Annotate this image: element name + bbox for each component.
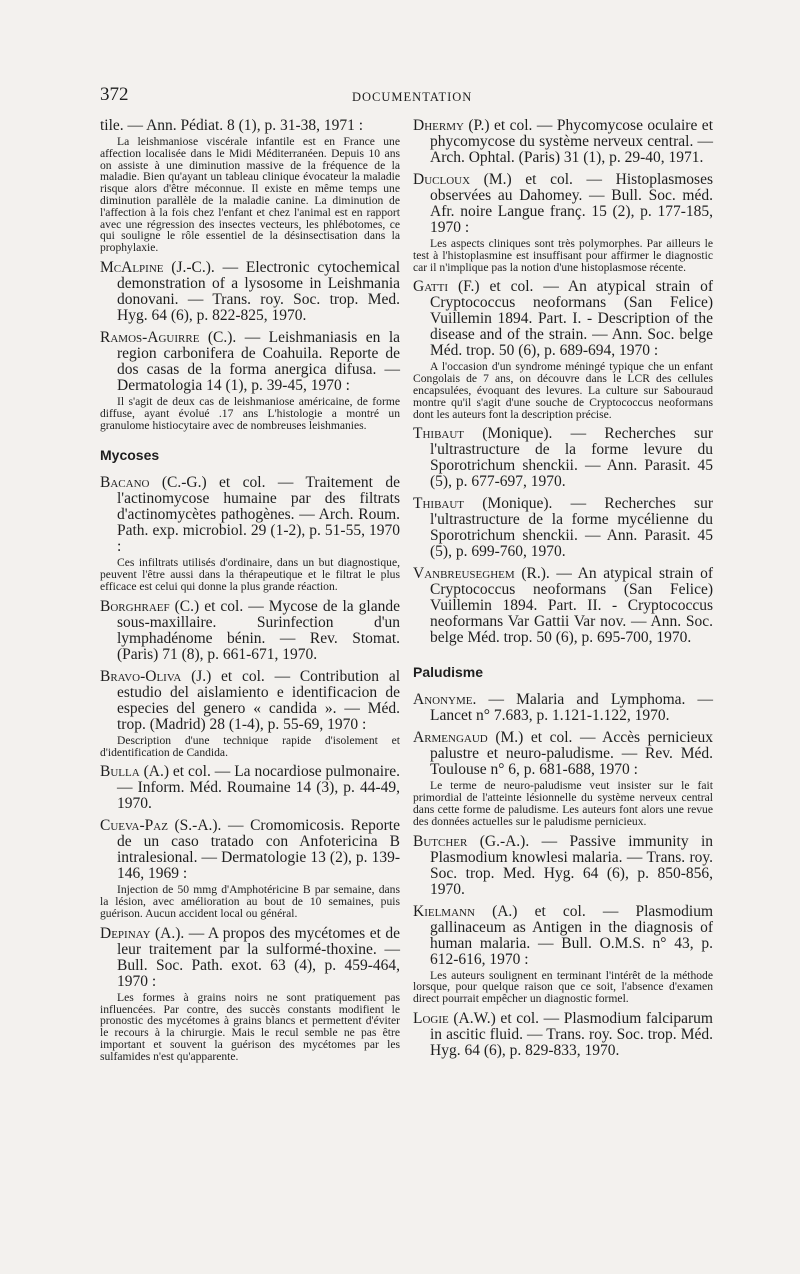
citation-text: (C.-G.) et col. — Traitement de l'actinomycose humaine par des filtrats d'actinomycètes pathogènes. — Arch. Roum. Path. exp. microbiol. 29 (1-2), p. 51-55, 1970 :: [117, 474, 400, 556]
citation-text: (J.-C.). — Electronic cytochemical demonstration of a lysosome in Leishmania donovani. — Trans. roy. Soc. trop. Med. Hyg. 64 (6), p. 822-825, 1970.: [117, 258, 401, 324]
author-name: Ramos-Aguirre: [100, 328, 200, 346]
bibliography-entry: [413, 692, 713, 724]
citation-text: — Malaria and Lymphoma. — Lancet n° 7.683, p. 1.121-1.122, 1970.: [430, 691, 714, 725]
bibliography-entry: [413, 496, 713, 560]
citation: [413, 172, 713, 236]
bibliography-entry: [413, 904, 713, 1005]
bibliography-entry: [413, 426, 713, 490]
author-name: Thibaut: [413, 425, 465, 443]
citation: [100, 118, 400, 134]
abstract: Injection de 50 mmg d'Amphotéricine B par semaine, dans la lésion, avec amélioration au bout de 10 semaines, puis guérison. Aucun accident local ou général.: [100, 883, 400, 920]
citation: [413, 566, 713, 646]
author-name: Dhermy: [413, 117, 464, 134]
author-name: Vanbreuseghem: [413, 565, 515, 583]
author-name: Kielmann: [413, 902, 475, 920]
bibliography-entry: [413, 1011, 713, 1059]
abstract: Description d'une technique rapide d'isolement et d'identification de Candida.: [100, 733, 400, 759]
author-name: Bacano: [100, 474, 150, 492]
abstract: Ces infiltrats utilisés d'ordinaire, dans un but diagnostique, peuvent l'être aussi dans la thérapeutique et le filtrat le plus efficace est celui qui donne la plus grande réaction.: [100, 556, 400, 593]
bibliography-entry: [413, 834, 713, 898]
citation-text: (C.). — Leishmaniasis en la region carbonifera de Coahuila. Reporte de dos casas de la forma anergica difusa. — Dermatologia 14 (1), p. 39-45, 1970 :: [117, 328, 401, 394]
author-name: Cueva-Paz: [100, 817, 168, 835]
citation: [413, 279, 713, 359]
citation: [100, 669, 400, 733]
citation: [413, 730, 713, 778]
citation: [413, 426, 713, 490]
running-title: DOCUMENTATION: [352, 90, 473, 104]
citation: [100, 764, 400, 812]
citation: [100, 475, 400, 555]
author-name: Thibaut: [413, 495, 465, 513]
author-name: Butcher: [413, 832, 468, 850]
citation: [413, 834, 713, 898]
citation: [413, 904, 713, 968]
citation: [100, 818, 400, 882]
citation: [413, 1011, 713, 1059]
citation-text: (Monique). — Recherches sur l'ultrastructure de la forme mycélienne du Sporotrichum shenckii. — Ann. Parasit. 45 (5), p. 699-760, 1970.: [430, 495, 713, 561]
bibliography-entry: [100, 330, 400, 431]
author-name: Anonyme.: [413, 691, 477, 709]
citation: [413, 692, 713, 724]
abstract: Les auteurs soulignent en terminant l'intérêt de la méthode lorsque, pour quelque raison que ce soit, l'absence d'examen direct pourrait empêcher un diagnostic formel.: [413, 968, 713, 1006]
citation-text: tile. — Ann. Pédiat. 8 (1), p. 31-38, 1971 :: [100, 117, 364, 134]
citation-text: (J.) et col. — Contribution al estudio del aislamiento e identificacion de especies del genero « candida ». — Méd. trop. (Madrid) 28 (1-4), p. 55-69, 1970 :: [117, 667, 401, 733]
citation-text: (R.). — An atypical strain of Cryptococcus neoformans (San Felice) Vuillemin 1894. Part. II. - Cryptococcus neoformans Var Gattii Var nov. — Ann. Soc. belge Méd. trop. 50 (6), p. 695-700, 1970.: [430, 565, 713, 647]
citation-text: (C.) et col. — Mycose de la glande sous-maxillaire. Surinfection d'un lymphadénome bénin. — Rev. Stomat. (Paris) 71 (8), p. 661-671, 1970.: [117, 597, 400, 663]
abstract: Les aspects cliniques sont très polymorphes. Par ailleurs le test à l'histoplasmine est insuffisant pour affirmer le diagnostic car il n'implique pas la notion d'une histoplasmose récente.: [413, 237, 713, 274]
citation-text: (G.-A.). — Passive immunity in Plasmodium knowlesi malaria. — Trans. roy. Soc. trop. Med. Hyg. 64 (6), p. 850-856, 1970.: [430, 832, 714, 898]
right-column: [413, 118, 713, 1065]
citation-text: (M.) et col. — Accès pernicieux palustre et neuro-paludisme. — Rev. Méd. Toulouse n° 6, p. 681-688, 1970 :: [430, 729, 713, 779]
citation-text: (A.) et col. — La nocardiose pulmonaire. — Inform. Méd. Roumaine 14 (3), p. 44-49, 1970.: [117, 763, 401, 813]
author-name: Borghraef: [100, 597, 170, 615]
citation: [100, 926, 400, 990]
author-name: Depinay: [100, 924, 151, 942]
citation-text: (F.) et col. — An atypical strain of Cryptococcus neoformans (San Felice) Vuillemin 1894. Part. I. - Description of the disease and of the strain. — Ann. Soc. belge Méd. trop. 50 (6), p. 689-694, 1970 :: [430, 278, 714, 360]
citation-text: (A.W.) et col. — Plasmodium falciparum in ascitic fluid. — Trans. roy. Soc. trop. Méd. Hyg. 64 (6), p. 829-833, 1970.: [430, 1009, 713, 1059]
section-heading: Mycoses: [100, 447, 160, 464]
abstract: A l'occasion d'un syndrome méningé typique che un enfant Congolais de 7 ans, on découvre dans le LCR des cellules encapsulées, évoquant des levures. La culture sur Sabouraud montre qu'il s'agit d'une souche de Cryptococcus neoformans dont les auteurs font la description précise.: [413, 360, 713, 421]
citation: [100, 599, 400, 663]
citation-text: (Monique). — Recherches sur l'ultrastructure de la forme levure du Sporotrichum shenckii. — Ann. Parasit. 45 (5), p. 677-697, 1970.: [430, 425, 713, 491]
author-name: Logie: [413, 1009, 449, 1027]
bibliography-entry: [413, 566, 713, 646]
abstract: La leishmaniose viscérale infantile est en France une affection localisée dans le Midi Méditerranéen. Depuis 10 ans on assiste à une diminution massive de la fréquence de la maladie. Bien qu'ayant un tableau clinique évocateur la maladie risque alors d'être méconnue. Il existe en même temps une diminution parallèle de la maladie canine. La diminution de l'affection à la fois chez l'enfant et chez l'animal est en rapport avec une régression des insectes vecteurs, les phlébotomes, ce qui souligne le rôle essentiel de la désinsectisation dans la prophylaxie.: [100, 135, 400, 255]
abstract: Le terme de neuro-paludisme veut insister sur le fait primordial de l'atteinte lésionnelle du système nerveux central dans cette forme de paludisme. Les auteurs font alors une revue des données actuelles sur le paludisme pernicieux.: [413, 779, 713, 828]
bibliography-entry: [100, 926, 400, 1063]
author-name: Armengaud: [413, 729, 488, 747]
citation-text: (M.) et col. — Histoplasmoses observées au Dahomey. — Bull. Soc. méd. Afr. noire Langue franç. 15 (2), p. 177-185, 1970 :: [430, 171, 713, 236]
author-name: Ducloux: [413, 171, 471, 188]
bibliography-entry: [413, 279, 713, 420]
citation: [413, 496, 713, 560]
bibliography-entry: [100, 764, 400, 812]
bibliography-entry: [413, 730, 713, 827]
citation-text: (S.-A.). — Cromomicosis. Reporte de un caso tratado con Anfotericina B intralesional. — Dermatologie 13 (2), p. 139-146, 1969 :: [117, 817, 400, 883]
bibliography-entry: [100, 818, 400, 919]
page-number: 372: [100, 84, 129, 105]
bibliography-entry: [100, 669, 400, 759]
author-name: McAlpine: [100, 258, 164, 276]
author-name: Bulla: [100, 763, 140, 781]
author-name: Bravo-Oliva: [100, 667, 182, 685]
citation: [413, 118, 713, 166]
bibliography-entry: [413, 172, 713, 273]
section-heading: Paludisme: [413, 664, 484, 681]
abstract: Les formes à grains noirs ne sont pratiquement pas influencées. Par contre, des succès constants modifient le pronostic des mycétomes à grains blancs et permettent d'éviter le recours à la chirurgie. Mais le recul semble ne pas être important et souvent la guérison des mycétomes par les sulfamides n'est qu'apparente.: [100, 990, 400, 1063]
citation-text: (A.). — A propos des mycétomes et de leur traitement par la sulformé-thoxine. — Bull. Soc. Path. exot. 63 (4), p. 459-464, 1970 :: [117, 924, 400, 990]
citation-text: (A.) et col. — Plasmodium gallinaceum as Antigen in the diagnosis of human malaria. — Bull. O.M.S. n° 43, p. 612-616, 1970 :: [430, 902, 713, 968]
bibliography-entry: [100, 475, 400, 592]
citation: [100, 260, 400, 324]
author-name: Gatti: [413, 278, 449, 296]
bibliography-entry: [413, 118, 713, 166]
bibliography-entry: [100, 260, 400, 324]
left-column: [100, 118, 400, 1069]
citation: [100, 330, 400, 394]
abstract: Il s'agit de deux cas de leishmaniose américaine, de forme diffuse, ayant évolué .17 ans L'histologie a montré un granulome histiocytaire avec de nombreuses leishmanies.: [100, 394, 400, 432]
citation-text: (P.) et col. — Phycomycose oculaire et phycomycose du système nerveux central. — Arch. Ophtal. (Paris) 31 (1), p. 29-40, 1971.: [430, 117, 713, 166]
bibliography-entry: [100, 599, 400, 663]
bibliography-entry: [100, 118, 400, 254]
